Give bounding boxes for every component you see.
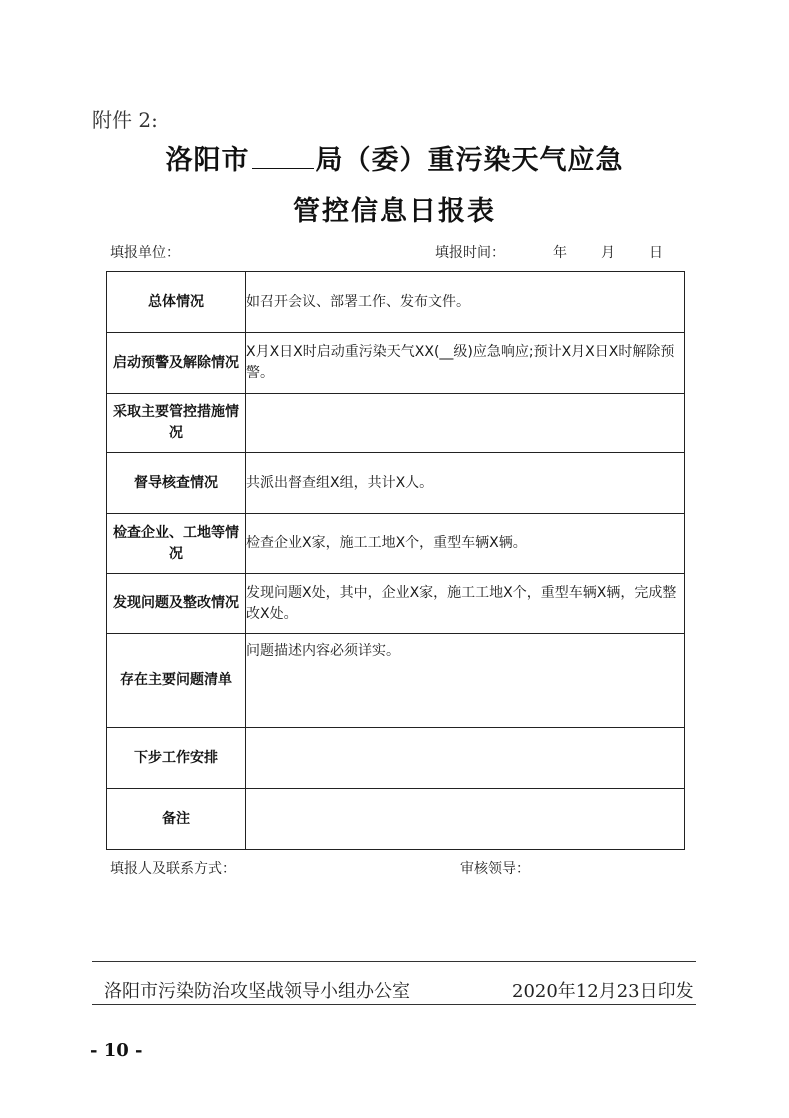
row-content: 如召开会议、部署工作、发布文件。 xyxy=(246,272,685,333)
title-blank-line xyxy=(252,144,314,169)
issued-date: 2020年12月23日印发 xyxy=(512,981,694,1002)
title-bureau: 局（委）重污染天气应急 xyxy=(315,145,624,176)
table-row xyxy=(107,453,685,514)
row-content: 问题描述内容必须详实。 xyxy=(246,634,685,728)
month-label: 月 xyxy=(601,245,615,261)
reviewer-label: 审核领导： xyxy=(460,861,530,877)
report-table xyxy=(106,271,685,850)
row-content xyxy=(246,789,685,850)
issuing-office: 洛阳市污染防治攻坚战领导小组办公室 xyxy=(104,981,410,1002)
row-label: 总体情况 xyxy=(107,272,246,333)
row-label: 采取主要管控措施情况 xyxy=(107,394,246,453)
table-row xyxy=(107,574,685,634)
year-label: 年 xyxy=(553,245,567,261)
table-row xyxy=(107,634,685,728)
table-row xyxy=(107,333,685,394)
table-row xyxy=(107,272,685,333)
table-row xyxy=(107,394,685,453)
row-label: 检查企业、工地等情况 xyxy=(107,514,246,574)
row-label: 备注 xyxy=(107,789,246,850)
row-content: 发现问题X处，其中，企业X家，施工工地X个，重型车辆X辆，完成整改X处。 xyxy=(246,574,685,634)
page-number: - 10 - xyxy=(90,1040,143,1061)
row-label: 发现问题及整改情况 xyxy=(107,574,246,634)
table-row xyxy=(107,728,685,789)
filler-contact-label: 填报人及联系方式： xyxy=(110,861,236,877)
title-city: 洛阳市 xyxy=(165,145,250,176)
row-label: 启动预警及解除情况 xyxy=(107,333,246,394)
fill-time-label: 填报时间： xyxy=(435,245,505,261)
day-label: 日 xyxy=(649,245,663,261)
fill-unit-label: 填报单位： xyxy=(110,245,180,261)
form-title-line1 xyxy=(0,138,789,177)
row-label: 存在主要问题清单 xyxy=(107,634,246,728)
row-content: X月X日X时启动重污染天气XX(__级)应急响应;预计X月X日X时解除预警。 xyxy=(246,333,685,394)
row-content xyxy=(246,728,685,789)
row-content: 共派出督查组X组，共计X人。 xyxy=(246,453,685,514)
attachment-label: 附件 2: xyxy=(92,108,158,132)
fill-time-field xyxy=(435,242,663,262)
row-content xyxy=(246,394,685,453)
table-row xyxy=(107,514,685,574)
divider-bottom xyxy=(92,1004,696,1005)
row-label: 督导核查情况 xyxy=(107,453,246,514)
row-content: 检查企业X家，施工工地X个，重型车辆X辆。 xyxy=(246,514,685,574)
table-row xyxy=(107,789,685,850)
form-title-line2: 管控信息日报表 xyxy=(293,196,496,227)
divider-top xyxy=(92,961,696,962)
row-label: 下步工作安排 xyxy=(107,728,246,789)
